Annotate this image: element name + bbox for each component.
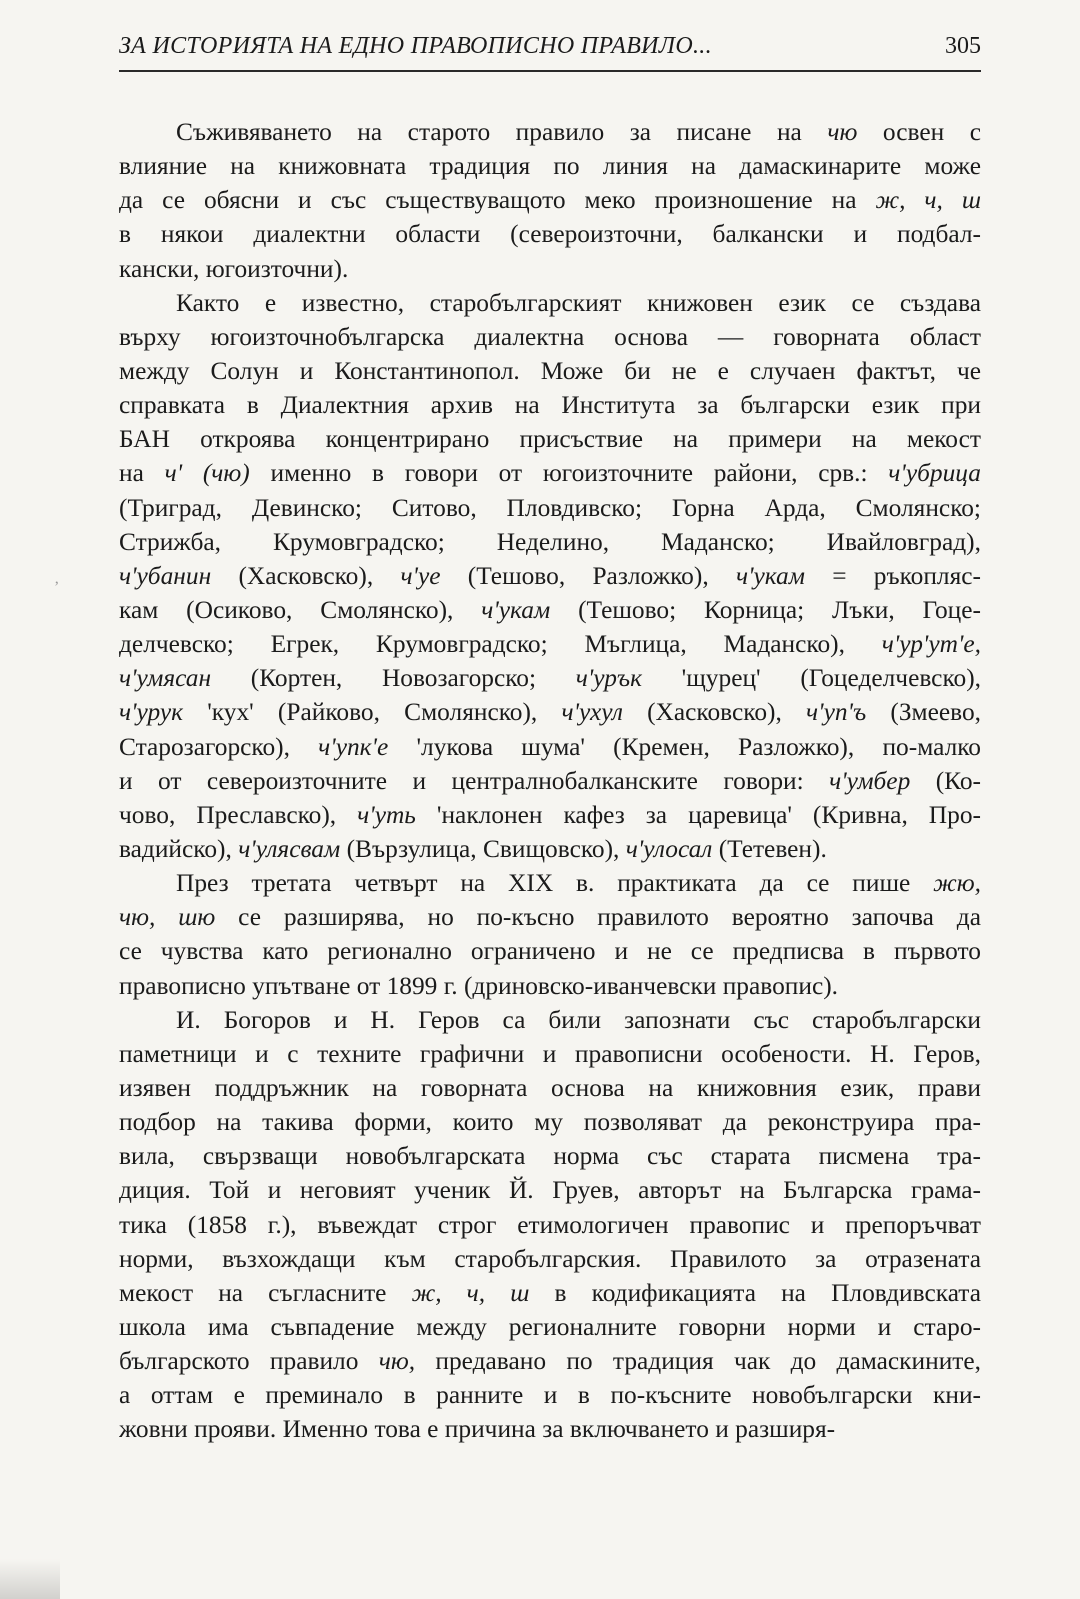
text-run: чово, Преславско), (119, 800, 358, 829)
italic-term: ч'укам (481, 595, 551, 624)
running-title: ЗА ИСТОРИЯТА НА ЕДНО ПРАВОПИСНО ПРАВИЛО... (119, 33, 712, 59)
italic-term: ч'урък (575, 664, 642, 693)
text-line (119, 1071, 981, 1105)
text-run: правописно упътване от 1899 г. (дриновско-иванчевски правопис). (119, 971, 839, 1000)
italic-term: ч'уп'ъ (806, 698, 867, 727)
text-line (119, 388, 981, 422)
text-run: и от североизточните и централнобалканските говори: (119, 766, 830, 795)
text-line (119, 1378, 981, 1412)
italic-term: жю, (933, 869, 981, 898)
italic-term: ч'уе (400, 561, 441, 590)
text-line (119, 1208, 981, 1242)
text-line (119, 1139, 981, 1173)
text-line (119, 559, 981, 593)
binding-shadow (0, 1559, 60, 1599)
italic-term: ч' (чю) (164, 459, 250, 488)
italic-term: ч'укам (735, 561, 805, 590)
text-line (119, 969, 981, 1003)
text-line (119, 525, 981, 559)
italic-term: ч'упк'е (318, 732, 389, 761)
text-run: 'наклонен кафез за царевица' (Кривна, Про- (415, 800, 981, 829)
italic-term: ж, ч, ш (411, 1278, 530, 1307)
text-run: (Триград, Девинско; Ситово, Пловдивско; Горна Арда, Смолянско; (119, 493, 981, 522)
text-run: справката в Диалектния архив на Института за български език при (119, 391, 981, 420)
text-run: делчевско; Егрек, Крумовградско; Мъглица, Маданско), (119, 630, 882, 659)
running-header (119, 30, 981, 72)
paragraph (119, 286, 981, 866)
text-run: предавано по традиция чак до дамаскините, (415, 1347, 981, 1376)
italic-term: ч'умбер (829, 766, 911, 795)
text-line (119, 593, 981, 627)
italic-term: ж, ч, ш (875, 186, 981, 215)
text-run: 'кух' (Райково, Смолянско), (183, 698, 562, 727)
text-line (119, 115, 981, 149)
text-run: 'щурец' (Гоцеделчевско), (641, 664, 981, 693)
paragraph (119, 115, 981, 286)
body-text (119, 115, 981, 1446)
italic-term: ч'урук (119, 698, 183, 727)
italic-term: ч'улосал (625, 834, 713, 863)
text-run: изявен поддръжник на говорната основа на книжовния език, прави (119, 1073, 981, 1102)
italic-term: ч'убрица (888, 459, 981, 488)
text-line (119, 934, 981, 968)
text-run: (Вързулица, Свищовско), (340, 834, 626, 863)
text-run: подбор на такива форми, които му позволяват да реконструира пра- (119, 1108, 981, 1137)
text-line (119, 1310, 981, 1344)
text-run: = ръкопляс- (804, 561, 981, 590)
text-line (119, 491, 981, 525)
text-line (119, 1003, 981, 1037)
text-line (119, 252, 981, 286)
text-line (119, 730, 981, 764)
italic-term: ч'ур'ут'е, (881, 630, 981, 659)
italic-term: ч'убанин (119, 561, 212, 590)
text-run: българското правило (119, 1347, 379, 1376)
text-line (119, 456, 981, 490)
paragraph (119, 866, 981, 1003)
text-line (119, 866, 981, 900)
italic-term: ч'уть (357, 800, 416, 829)
italic-term: чю, (378, 1347, 416, 1376)
italic-term: чю (827, 118, 858, 146)
page-number: 305 (945, 33, 981, 59)
paragraph (119, 1003, 981, 1447)
text-line (119, 354, 981, 388)
text-run: норми, възхождащи към старобългарския. Правилото за отразената (119, 1244, 981, 1273)
text-run: (Хасковско), (211, 561, 401, 590)
text-run: именно в говори от югоизточните райони, срв.: (249, 459, 889, 488)
text-run: освен с (857, 118, 981, 146)
text-line (119, 1412, 981, 1446)
text-line (119, 661, 981, 695)
text-line (119, 832, 981, 866)
text-line (119, 695, 981, 729)
text-run: (Ко- (910, 766, 981, 795)
text-run: школа има съвпадение между регионалните говорни норми и старо- (119, 1312, 981, 1341)
text-line (119, 422, 981, 456)
text-run: (Тетевен). (712, 834, 827, 863)
text-line (119, 1037, 981, 1071)
text-run: (Хасковско), (622, 698, 807, 727)
text-line (119, 1276, 981, 1310)
text-run: (Тешово; Корница; Лъки, Гоце- (550, 595, 981, 624)
text-run: Съживяването на старото правило за писане на (176, 118, 828, 146)
text-line (119, 627, 981, 661)
stray-mark: ʼ (54, 579, 60, 596)
text-line (119, 286, 981, 320)
text-run: кански, югоизточни). (119, 254, 349, 283)
text-line (119, 900, 981, 934)
text-run: между Солун и Константинопол. Може би не е случаен фактът, че (119, 356, 981, 385)
text-run: а оттам е преминало в ранните и в по-късните новобългарски кни- (119, 1381, 981, 1410)
text-run: И. Богоров и Н. Геров са били запознати със старобългарски (176, 1005, 981, 1034)
italic-term: ч'улясвам (238, 834, 341, 863)
text-run: се разширява, но по-късно правилото вероятно започва да (215, 903, 981, 932)
text-run: (Тешово, Разложко), (440, 561, 736, 590)
text-line (119, 1173, 981, 1207)
text-line (119, 764, 981, 798)
text-line (119, 183, 981, 217)
text-run: в кодификацията на Пловдивската (529, 1278, 981, 1307)
text-line (119, 320, 981, 354)
text-line (119, 1242, 981, 1276)
text-run: вадийско), (119, 834, 239, 863)
text-run: Стрижба, Крумовградско; Неделино, Маданско; Ивайловград), (119, 527, 981, 556)
text-run: върху югоизточнобългарска диалектна основа — говорната област (119, 322, 981, 351)
text-run: Старозагорско), (119, 732, 319, 761)
text-line (119, 217, 981, 251)
text-run: влияние на книжовната традиция по линия на дамаскинарите може (119, 152, 981, 181)
text-run: да се обясни и със съществуващото меко произношение на (119, 186, 876, 215)
text-line (119, 149, 981, 183)
text-run: През третата четвърт на XIX в. практиката да се пише (176, 869, 934, 898)
text-run: жовни прояви. Именно това е причина за включването и разширя- (119, 1415, 836, 1444)
text-run: кам (Осиково, Смолянско), (119, 595, 482, 624)
text-line (119, 798, 981, 832)
text-run: БАН откроява концентрирано присъствие на примери на мекост (119, 425, 981, 454)
text-run: вила, свързващи новобългарската норма със старата писмена тра- (119, 1142, 981, 1171)
text-run: (Кортен, Новозагорско; (211, 664, 576, 693)
text-run: диция. Той и неговият ученик Й. Груев, авторът на Българска грама- (119, 1176, 981, 1205)
text-run: на (119, 459, 165, 488)
italic-term: ч'умясан (119, 664, 212, 693)
text-run: (Змеево, (866, 698, 981, 727)
text-line (119, 1344, 981, 1378)
text-run: в някои диалектни области (североизточни, балкански и подбал- (119, 220, 981, 249)
text-line (119, 1105, 981, 1139)
text-run: паметници и с техните графични и правописни особености. Н. Геров, (119, 1039, 981, 1068)
italic-term: ч'ухул (561, 698, 623, 727)
text-run: тика (1858 г.), въвеждат строг етимологичен правопис и препоръчват (119, 1210, 981, 1239)
text-run: се чувства като регионално ограничено и не се предписва в първото (119, 937, 981, 966)
text-run: 'лукова шума' (Кремен, Разложко), по-малко (388, 732, 981, 761)
italic-term: чю, шю (119, 903, 216, 932)
text-run: мекост на съгласните (119, 1278, 412, 1307)
text-run: Както е известно, старобългарският книжовен език се създава (176, 288, 981, 317)
